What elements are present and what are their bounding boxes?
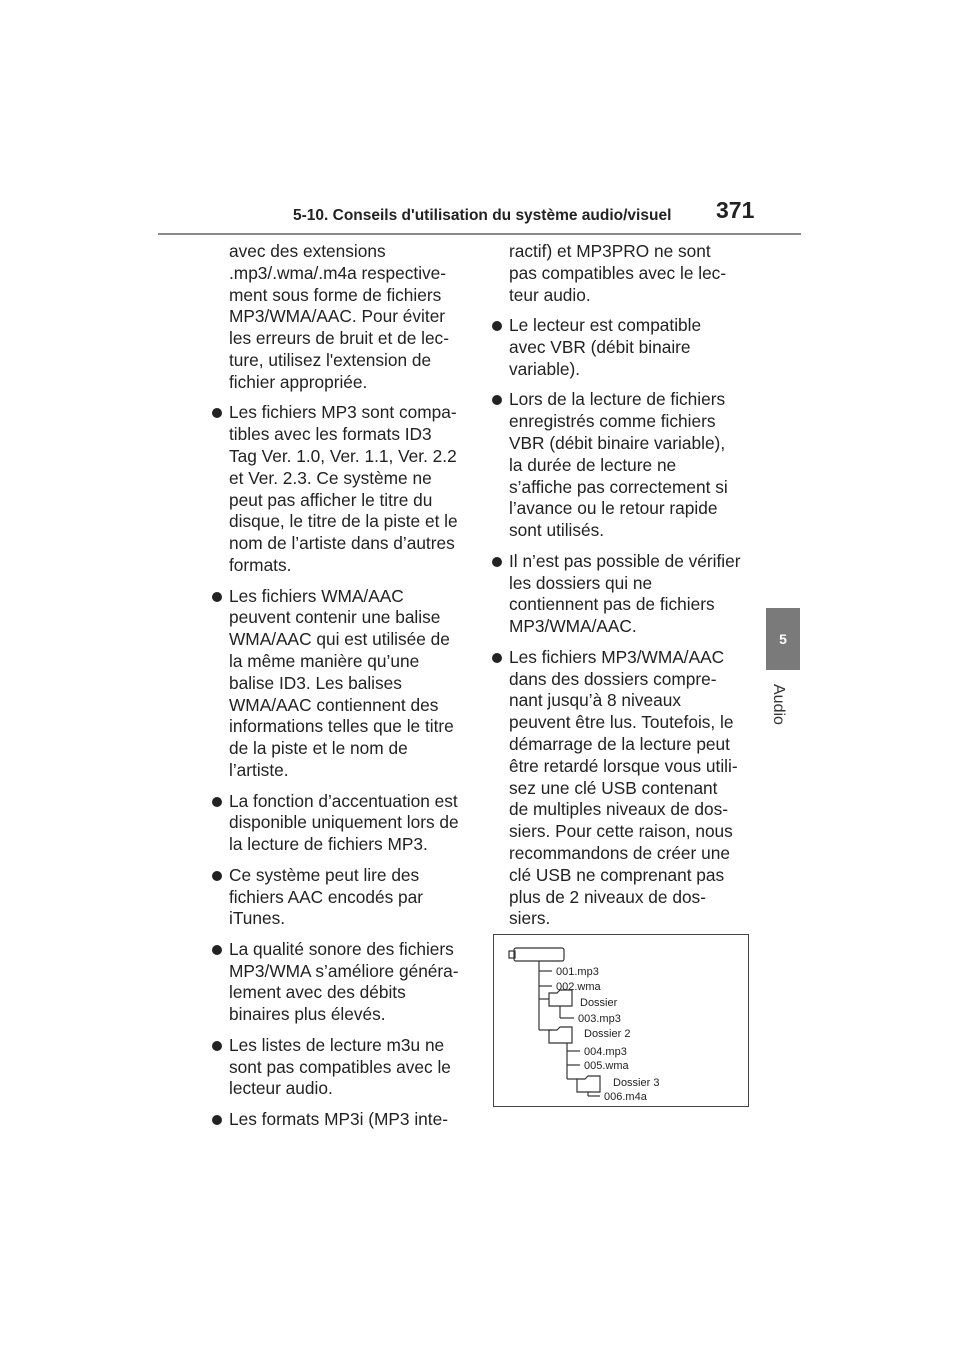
- folder-structure-figure: [493, 934, 749, 1107]
- bullet-icon: [212, 1041, 222, 1051]
- text-line: la même manière qu’une: [229, 650, 420, 671]
- text-line: sont pas compatibles avec le: [229, 1056, 451, 1077]
- text-line: siers. Pour cette raison, nous: [509, 821, 733, 842]
- bullet-icon: [212, 797, 222, 807]
- text-line: binaires plus élevés.: [229, 1004, 386, 1025]
- text-line: l’artiste.: [229, 759, 289, 780]
- bullet-paragraph: [212, 1109, 474, 1131]
- bullet-icon: [492, 321, 502, 331]
- text-line: teur audio.: [509, 284, 591, 305]
- right-text-column: [492, 241, 760, 939]
- continued-paragraph: [212, 241, 474, 394]
- folder-icon: [549, 1027, 572, 1043]
- file-label: 005.wma: [584, 1060, 629, 1072]
- text-line: La fonction d’accentuation est: [229, 790, 458, 811]
- text-line: Les fichiers MP3/WMA/AAC: [509, 646, 725, 667]
- text-line: lecteur audio.: [229, 1078, 333, 1099]
- text-line: la lecture de fichiers MP3.: [229, 834, 428, 855]
- bullet-paragraph: [492, 551, 760, 638]
- text-line: disponible uniquement lors de: [229, 812, 459, 833]
- text-line: peuvent être lus. Toutefois, le: [509, 712, 734, 733]
- text-line: clé USB ne comprenant pas: [509, 864, 725, 885]
- bullet-paragraph: [212, 865, 474, 930]
- text-line: tibles avec les formats ID3: [229, 424, 432, 445]
- text-line: avec des extensions: [229, 241, 386, 261]
- text-line: WMA/AAC contiennent des: [229, 694, 439, 715]
- bullet-icon: [212, 945, 222, 955]
- text-line: avec VBR (débit binaire: [509, 336, 691, 357]
- text-line: peut pas afficher le titre du: [229, 489, 433, 510]
- text-line: WMA/AAC qui est utilisée de: [229, 629, 450, 650]
- folder-label: Dossier 3: [613, 1077, 660, 1089]
- bullet-paragraph: [212, 939, 474, 1026]
- section-title: 5-10. Conseils d'utilisation du système audio/visuel: [293, 207, 672, 224]
- text-line: Le lecteur est compatible: [509, 315, 702, 336]
- file-label: 006.m4a: [604, 1091, 647, 1103]
- bullet-icon: [212, 1115, 222, 1125]
- text-line: pas compatibles avec le lec-: [509, 262, 727, 283]
- text-line: de la piste et le nom de: [229, 738, 408, 759]
- bullet-icon: [212, 871, 222, 881]
- file-label: 003.mp3: [578, 1013, 621, 1025]
- text-line: s’affiche pas correctement si: [509, 476, 728, 497]
- text-line: disque, le titre de la piste et le: [229, 511, 458, 532]
- bullet-paragraph: [492, 315, 760, 380]
- text-line: dans des dossiers compre-: [509, 668, 717, 689]
- text-line: Les fichiers WMA/AAC: [229, 585, 404, 606]
- text-line: sont utilisés.: [509, 520, 605, 541]
- text-line: ment sous forme de fichiers: [229, 284, 442, 305]
- page-number: 371: [716, 197, 755, 223]
- header-divider: [158, 233, 801, 235]
- chapter-tab: [766, 608, 800, 670]
- text-line: et Ver. 2.3. Ce système ne: [229, 467, 432, 488]
- continued-paragraph: [492, 241, 760, 306]
- text-line: fichiers AAC encodés par: [229, 886, 424, 907]
- text-line: La qualité sonore des fichiers: [229, 938, 454, 959]
- text-line: peuvent contenir une balise: [229, 607, 441, 628]
- text-line: Les formats MP3i (MP3 inte-: [229, 1109, 448, 1130]
- text-line: sez une clé USB contenant: [509, 777, 718, 798]
- usb-device-icon: [514, 948, 564, 961]
- text-line: recommandons de créer une: [509, 842, 730, 863]
- text-line: iTunes.: [229, 908, 286, 929]
- text-line: VBR (débit binaire variable),: [509, 432, 726, 453]
- bullet-paragraph: [492, 389, 760, 542]
- text-line: lement avec des débits: [229, 982, 406, 1003]
- folder-tree-diagram: [494, 935, 748, 1106]
- text-line: être retardé lorsque vous utili-: [509, 755, 738, 776]
- text-line: les dossiers qui ne: [509, 572, 653, 593]
- bullet-paragraph: [212, 586, 474, 782]
- text-line: MP3/WMA s’améliore généra-: [229, 960, 459, 981]
- folder-icon: [577, 1076, 600, 1092]
- bullet-icon: [212, 592, 222, 602]
- text-line: Les fichiers MP3 sont compa-: [229, 402, 457, 423]
- text-line: Lors de la lecture de fichiers: [509, 389, 726, 410]
- chapter-label: Audio: [770, 684, 787, 725]
- bullet-icon: [492, 557, 502, 567]
- text-line: plus de 2 niveaux de dos-: [509, 886, 706, 907]
- text-line: nant jusqu’à 8 niveaux: [509, 690, 681, 711]
- text-line: informations telles que le titre: [229, 716, 454, 737]
- text-line: balise ID3. Les balises: [229, 672, 402, 693]
- bullet-icon: [492, 653, 502, 663]
- text-line: nom de l’artiste dans d’autres: [229, 533, 455, 554]
- text-line: démarrage de la lecture peut: [509, 733, 730, 754]
- text-line: contiennent pas de fichiers: [509, 594, 715, 615]
- bullet-paragraph: [212, 402, 474, 576]
- chapter-number: 5: [779, 631, 787, 647]
- folder-label: Dossier: [580, 997, 618, 1009]
- text-line: siers.: [509, 908, 551, 929]
- text-line: formats.: [229, 554, 292, 575]
- file-label: 004.mp3: [584, 1046, 627, 1058]
- bullet-icon: [212, 408, 222, 418]
- text-line: ractif) et MP3PRO ne sont: [509, 241, 711, 261]
- text-line: MP3/WMA/AAC. Pour éviter: [229, 306, 446, 327]
- bullet-paragraph: [492, 647, 760, 930]
- file-label: 001.mp3: [556, 966, 599, 978]
- text-line: ture, utilisez l'extension de: [229, 349, 432, 370]
- text-line: Tag Ver. 1.0, Ver. 1.1, Ver. 2.2: [229, 445, 457, 466]
- text-line: Il n’est pas possible de vérifier: [509, 550, 741, 571]
- bullet-icon: [492, 395, 502, 405]
- folder-label: Dossier 2: [584, 1028, 631, 1040]
- bullet-paragraph: [212, 1035, 474, 1100]
- text-line: variable).: [509, 358, 581, 379]
- text-line: Ce système peut lire des: [229, 864, 420, 885]
- text-line: .mp3/.wma/.m4a respective-: [229, 262, 447, 283]
- file-label: 002.wma: [556, 981, 601, 993]
- text-line: Les listes de lecture m3u ne: [229, 1034, 445, 1055]
- text-line: MP3/WMA/AAC.: [509, 616, 637, 637]
- text-line: enregistrés comme fichiers: [509, 411, 716, 432]
- left-text-column: [212, 241, 474, 1140]
- text-line: la durée de lecture ne: [509, 454, 677, 475]
- text-line: l’avance ou le retour rapide: [509, 498, 718, 519]
- text-line: de multiples niveaux de dos-: [509, 799, 729, 820]
- text-line: fichier appropriée.: [229, 371, 368, 392]
- bullet-paragraph: [212, 791, 474, 856]
- text-line: les erreurs de bruit et de lec-: [229, 328, 449, 349]
